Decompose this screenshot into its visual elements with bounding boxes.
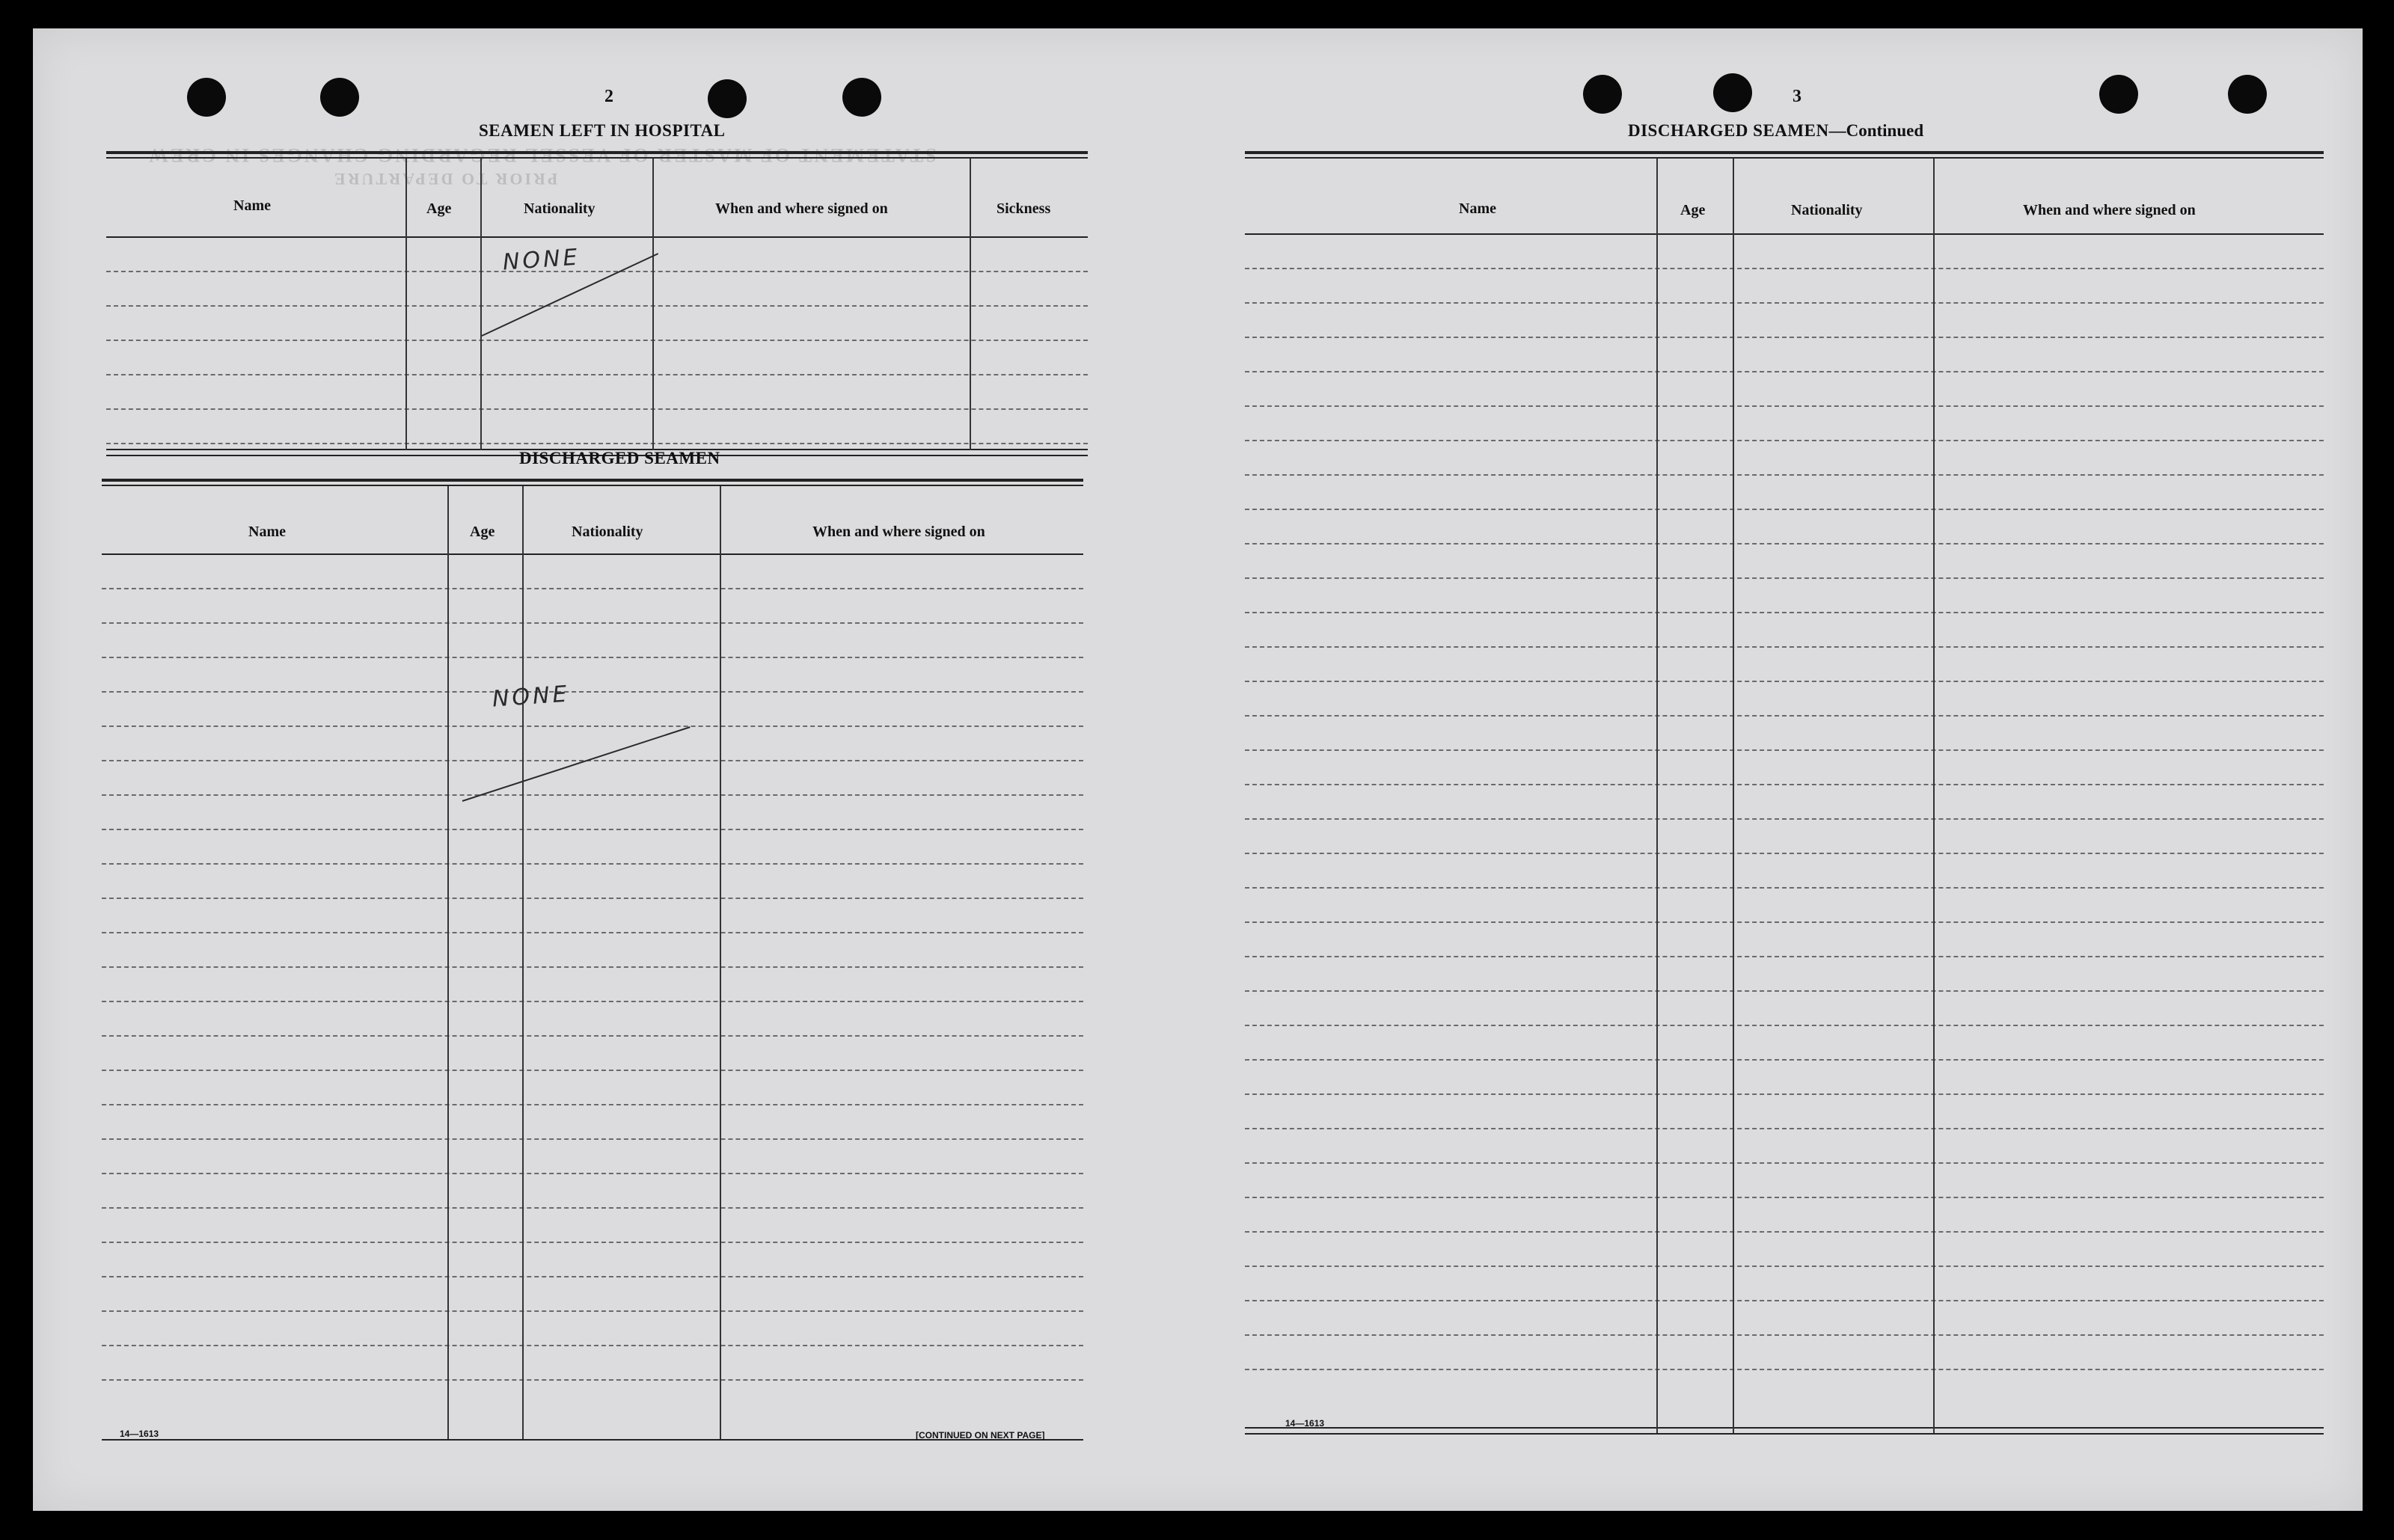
bleed-through-line-1: STATEMENT OF MASTER OF VESSEL REGARDING CHANGES IN CREW (147, 144, 937, 166)
punch-hole (842, 78, 881, 117)
hospital-table (106, 151, 1088, 456)
punch-hole (708, 79, 747, 118)
punch-hole (1583, 75, 1622, 114)
column-header-nationality: Nationality (1791, 202, 1863, 218)
scanned-document (33, 28, 2363, 1511)
column-header-signed-on: When and where signed on (2023, 202, 2196, 218)
handwritten-none-hospital: NONE (501, 244, 581, 276)
column-header-name: Name (233, 197, 271, 214)
column-header-nationality: Nationality (524, 200, 596, 217)
discharged-table-right (1245, 151, 2324, 1441)
continued-note: [CONTINUED ON NEXT PAGE] (916, 1430, 1045, 1441)
column-header-age: Age (426, 200, 452, 217)
handwritten-none-discharged: NONE (491, 681, 571, 713)
hospital-section-title: SEAMEN LEFT IN HOSPITAL (479, 121, 726, 140)
discharged-continued-title (1628, 121, 1923, 141)
column-header-signed-on: When and where signed on (715, 200, 888, 217)
punch-hole (2099, 75, 2138, 114)
column-header-name: Name (1459, 200, 1496, 217)
page-number-left: 2 (604, 87, 613, 106)
bleed-through-line-2: PRIOR TO DEPARTURE (332, 170, 558, 188)
punch-hole (1713, 73, 1752, 112)
column-header-age: Age (470, 524, 495, 540)
discharged-continued-suffix: —Continued (1828, 121, 1924, 140)
column-header-age: Age (1680, 202, 1706, 218)
column-header-name: Name (248, 524, 286, 540)
discharged-table-left (102, 479, 1083, 1441)
discharged-section-title: DISCHARGED SEAMEN (519, 449, 720, 467)
column-header-sickness: Sickness (997, 200, 1051, 217)
discharged-continued-title-main: DISCHARGED SEAMEN (1628, 121, 1829, 140)
form-number-left: 14—1613 (120, 1429, 159, 1439)
column-header-signed-on: When and where signed on (812, 524, 985, 540)
form-number-right: 14—1613 (1285, 1418, 1325, 1429)
punch-hole (320, 78, 359, 117)
column-header-nationality: Nationality (572, 524, 643, 540)
punch-hole (2228, 75, 2267, 114)
punch-hole (187, 78, 226, 117)
page-number-right: 3 (1793, 87, 1801, 106)
